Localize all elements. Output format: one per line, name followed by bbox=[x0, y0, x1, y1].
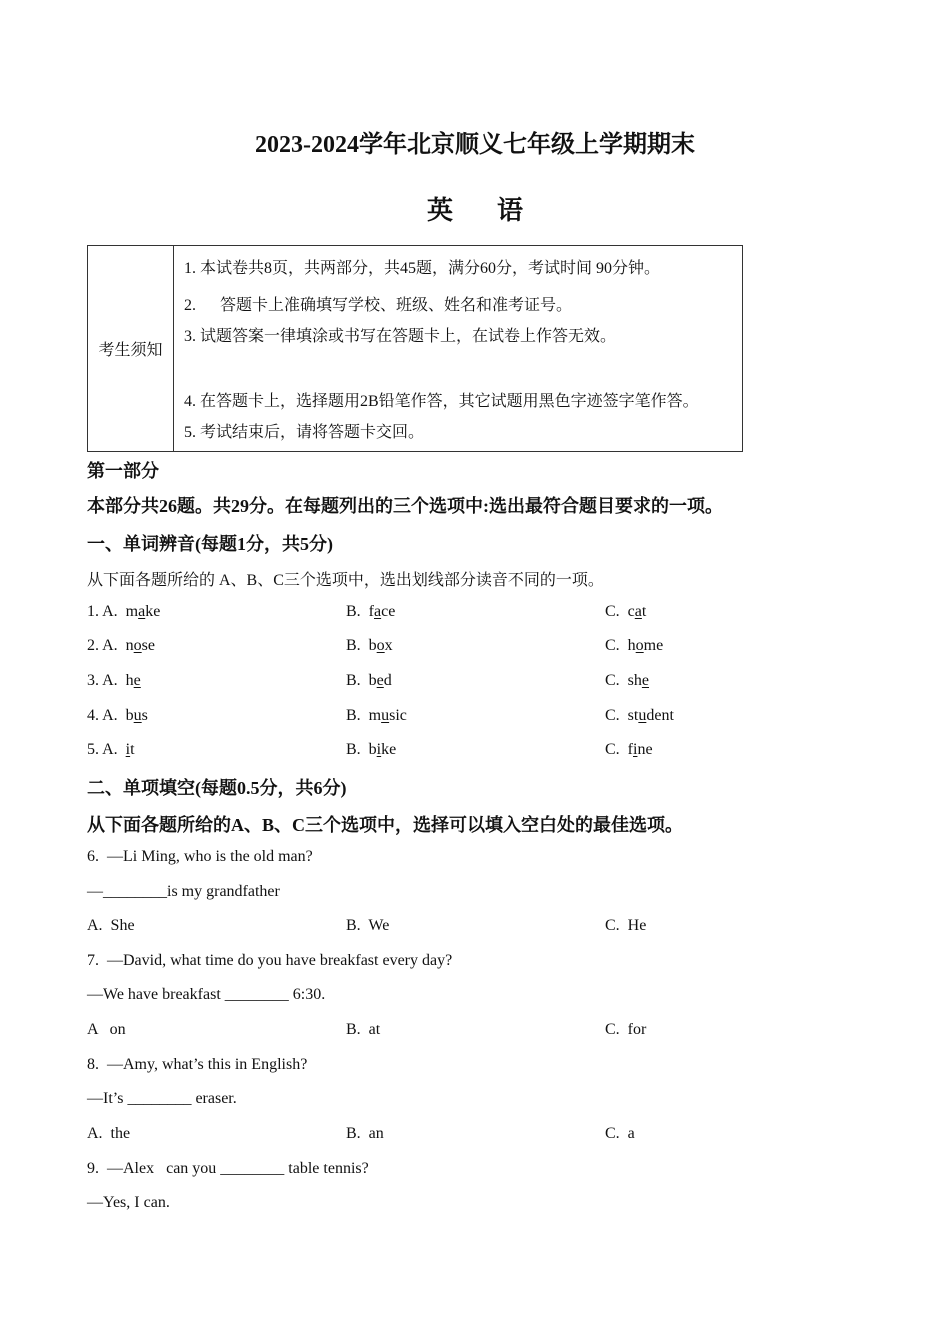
question-7-answer-line: —We have breakfast ________ 6:30. bbox=[87, 986, 326, 1003]
subject-title: 英语 bbox=[426, 196, 567, 225]
question-4-option-c: C. student bbox=[605, 707, 674, 724]
question-number: 1. A. bbox=[87, 603, 118, 620]
section1-heading: 一、单词辨音(每题1分，共5分) bbox=[87, 534, 333, 554]
question-3-option-a: 3. A. he bbox=[87, 672, 141, 689]
question-7-option-c: C. for bbox=[605, 1021, 647, 1038]
question-8-answer-line: —It’s ________ eraser. bbox=[87, 1090, 237, 1107]
question-2-option-a: 2. A. nose bbox=[87, 637, 155, 654]
notice-item: 5. 考试结束后，请将答题卡交回。 bbox=[184, 424, 425, 441]
question-7-option-b: B. at bbox=[346, 1021, 381, 1038]
part1-heading: 第一部分 bbox=[87, 461, 159, 481]
question-8-stem: 8. —Amy, what’s this in English? bbox=[87, 1056, 308, 1073]
question-3-option-b: B. bed bbox=[346, 672, 392, 689]
question-1-option-a: 1. A. make bbox=[87, 603, 161, 620]
question-number: 2. A. bbox=[87, 637, 118, 654]
question-6-option-a: A. She bbox=[87, 917, 135, 934]
notice-item: 3. 试题答案一律填涂或书写在答题卡上，在试卷上作答无效。 bbox=[184, 328, 617, 345]
question-4-option-b: B. music bbox=[346, 707, 407, 724]
question-6-option-c: C. He bbox=[605, 917, 647, 934]
exam-title: 2023-2024学年北京顺义七年级上学期期末 bbox=[255, 132, 695, 158]
question-5-option-b: B. bike bbox=[346, 741, 397, 758]
section2-instruction: 从下面各题所给的A、B、C三个选项中，选择可以填入空白处的最佳选项。 bbox=[87, 815, 684, 835]
question-number: 5. A. bbox=[87, 741, 118, 758]
question-7-stem: 7. —David, what time do you have breakfast every day? bbox=[87, 952, 453, 969]
question-6-answer-line: —________is my grandfather bbox=[87, 883, 280, 900]
notice-box bbox=[87, 245, 743, 452]
question-1-option-c: C. cat bbox=[605, 603, 647, 620]
section2-heading: 二、单项填空(每题0.5分，共6分) bbox=[87, 778, 347, 798]
notice-item: 4. 在答题卡上，选择题用2B铅笔作答，其它试题用黑色字迹签字笔作答。 bbox=[184, 393, 699, 410]
question-6-stem: 6. —Li Ming, who is the old man? bbox=[87, 848, 313, 865]
question-1-option-b: B. face bbox=[346, 603, 396, 620]
question-3-option-c: C. she bbox=[605, 672, 650, 689]
notice-item: 1. 本试卷共8页，共两部分，共45题，满分60分，考试时间 90分钟。 bbox=[184, 260, 661, 277]
question-8-option-b: B. an bbox=[346, 1125, 384, 1142]
question-6-option-b: B. We bbox=[346, 917, 390, 934]
question-number: 4. A. bbox=[87, 707, 118, 724]
question-9-stem: 9. —Alex can you ________ table tennis? bbox=[87, 1160, 369, 1177]
question-2-option-c: C. home bbox=[605, 637, 664, 654]
question-8-option-a: A. the bbox=[87, 1125, 131, 1142]
question-8-option-c: C. a bbox=[605, 1125, 635, 1142]
part1-instruction: 本部分共26题。共29分。在每题列出的三个选项中:选出最符合题目要求的一项。 bbox=[87, 496, 723, 516]
question-7-option-a: A on bbox=[87, 1021, 126, 1038]
notice-label: 考生须知 bbox=[88, 246, 174, 451]
notice-item: 2. 答题卡上准确填写学校、班级、姓名和准考证号。 bbox=[184, 297, 573, 314]
question-4-option-a: 4. A. bus bbox=[87, 707, 148, 724]
question-9-answer-line: —Yes, I can. bbox=[87, 1194, 170, 1211]
question-number: 3. A. bbox=[87, 672, 118, 689]
section1-instruction: 从下面各题所给的 A、B、C三个选项中，选出划线部分读音不同的一项。 bbox=[87, 572, 604, 589]
question-5-option-a: 5. A. it bbox=[87, 741, 135, 758]
question-5-option-c: C. fine bbox=[605, 741, 653, 758]
question-2-option-b: B. box bbox=[346, 637, 393, 654]
